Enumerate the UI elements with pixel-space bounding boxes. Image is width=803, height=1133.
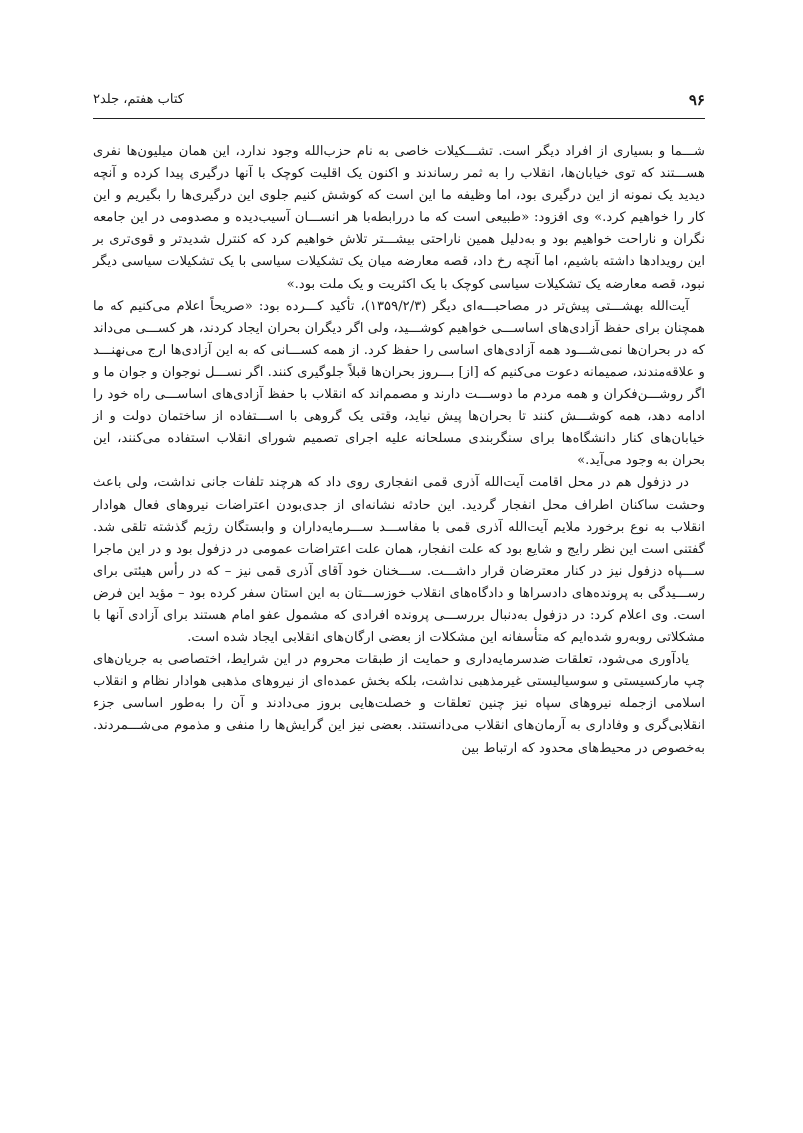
page-number: ۹۶ bbox=[688, 91, 705, 109]
running-header bbox=[93, 88, 705, 112]
header-divider bbox=[93, 118, 705, 119]
paragraph-continuation: شـــما و بسیاری از افراد دیگر است. تشـــکیلات خاصی به نام حزب‌الله وجود ندارد، این همان میلیون‌ها نفری هســـتند که توی خیابان‌ها، انقلاب را به ثمر رساندند و اکنون یک اقلیت کوچک با آنها درگیری پیدا کرده و آنچه دیدید یک نمونه از این درگیری بود، اما وظیفه ما این است که کوشش کنیم جلوی این درگیری‌ها را بگیریم و این کار را خواهیم کرد.» وی افزود: «طبیعی است که ما دررابطه‌با هر انســـان آسیب‌دیده و مصدومی در این جامعه نگران و ناراحت خواهیم بود و به‌دلیل همین ناراحتی بیشـــتر تلاش خواهیم کرد که کنترل شدیدتر و قوی‌تری بر این رویدادها داشته باشیم، اما آنچه رخ داد، قصه معارضه میان یک تشکیلات سیاسی با یک تشکیلات سیاسی دیگر نبود، قصه معارضه یک تشکیلات سیاسی کوچک با یک اکثریت و یک ملت بود.» bbox=[93, 144, 705, 292]
body-text bbox=[93, 141, 705, 760]
paragraph-beheshti-interview: آیت‌الله بهشـــتی پیش‌تر در مصاحبـــه‌ای دیگر (۱۳۵۹/۲/۳)، تأکید کـــرده بود: «صریحاً اعلام می‌کنیم که ما همچنان برای حفظ آزادی‌های اساســـی خواهیم کوشـــید، ولی اگر دیگران بحران ایجاد کردند، هر کســـی می‌داند که در بحران‌ها نمی‌شـــود همه آزادی‌های اساسی را حفظ کرد. از همه کســـانی که به این آزادی‌ها ارج می‌نهنـــد و علاقه‌مندند، صمیمانه دعوت می‌کنیم که [از] بـــروز بحران‌ها قبلاً جلوگیری کنند. اگر نســـل نوجوان و جوان ما و اگر روشـــن‌فکران و همه مردم ما دوســـت دارند و مصمم‌اند که انقلاب با حفظ آزادی‌های اساســـی راه خود را ادامه دهد، همه کوشـــش کنند تا بحران‌ها پیش نیاید، وقتی یک گروهی با اســـتفاده از ساختمان دولت و از خیابان‌های کنار دانشگاه‌ها برای سنگربندی مسلحانه علیه اجرای تصمیم شورای انقلاب استفاده می‌کنند، این بحران به وجود می‌آید.» bbox=[93, 298, 705, 469]
paragraph-dezful-explosion: در دزفول هم در محل اقامت آیت‌الله آذری قمی انفجاری روی داد که هرچند تلفات جانی نداشت، ولی باعث وحشت ساکنان اطراف محل انفجار گردید. این حادثه نشانه‌ای از جدی‌بودن اعتراضات نیروهای فعال هوادار انقلاب به نوع برخورد ملایم آیت‌الله آذری قمی با مفاســـد ســـرمایه‌داران و وابستگان رژیم گذشته تلقی شد. گفتنی است این نظر رایج و شایع بود که علت انفجار، همان علت اعتراضات عمومی در دزفول بود و در این ماجرا ســـپاه دزفول نیز در کنار معترضان قرار داشـــت. ســـخنان خود آقای آذری قمی نیز – که در رأس هیئتی برای رســـیدگی به پرونده‌های دادسراها و دادگاه‌های انقلاب خوزســـتان به این استان سفر کرده بود – مؤید این فرض است. وی اعلام کرد: در دزفول به‌دنبال بررســـی پرونده افرادی که مشمول عفو امام هستند برای آزادی آنها با مشکلاتی روبه‌رو شده‌ایم که متأسفانه این مشکلات از بعضی ارگان‌های انقلابی ایجاد شده است. bbox=[93, 475, 705, 646]
book-title: کتاب هفتم، جلد۲ bbox=[93, 92, 184, 107]
paragraph-anti-capitalism: یادآوری می‌شود، تعلقات ضدسرمایه‌داری و حمایت از طبقات محروم در این شرایط، اختصاصی به جریان‌های چپ مارکسیستی و سوسیالیستی غیرمذهبی نداشت، بلکه بخش عمده‌ای از نیروهای مذهبی هوادار نظام و انقلاب اسلامی ازجمله نیروهای سپاه نیز چنین تعلقات و خصلت‌هایی بروز می‌دادند و آن را به‌طور اساسی جزء انقلابی‌گری و وفاداری به آرمان‌های انقلاب می‌دانستند. بعضی نیز این گرایش‌ها را منفی و مذموم می‌شـــمردند. به‌خصوص در محیط‌های محدود که ارتباط بین bbox=[93, 652, 705, 756]
